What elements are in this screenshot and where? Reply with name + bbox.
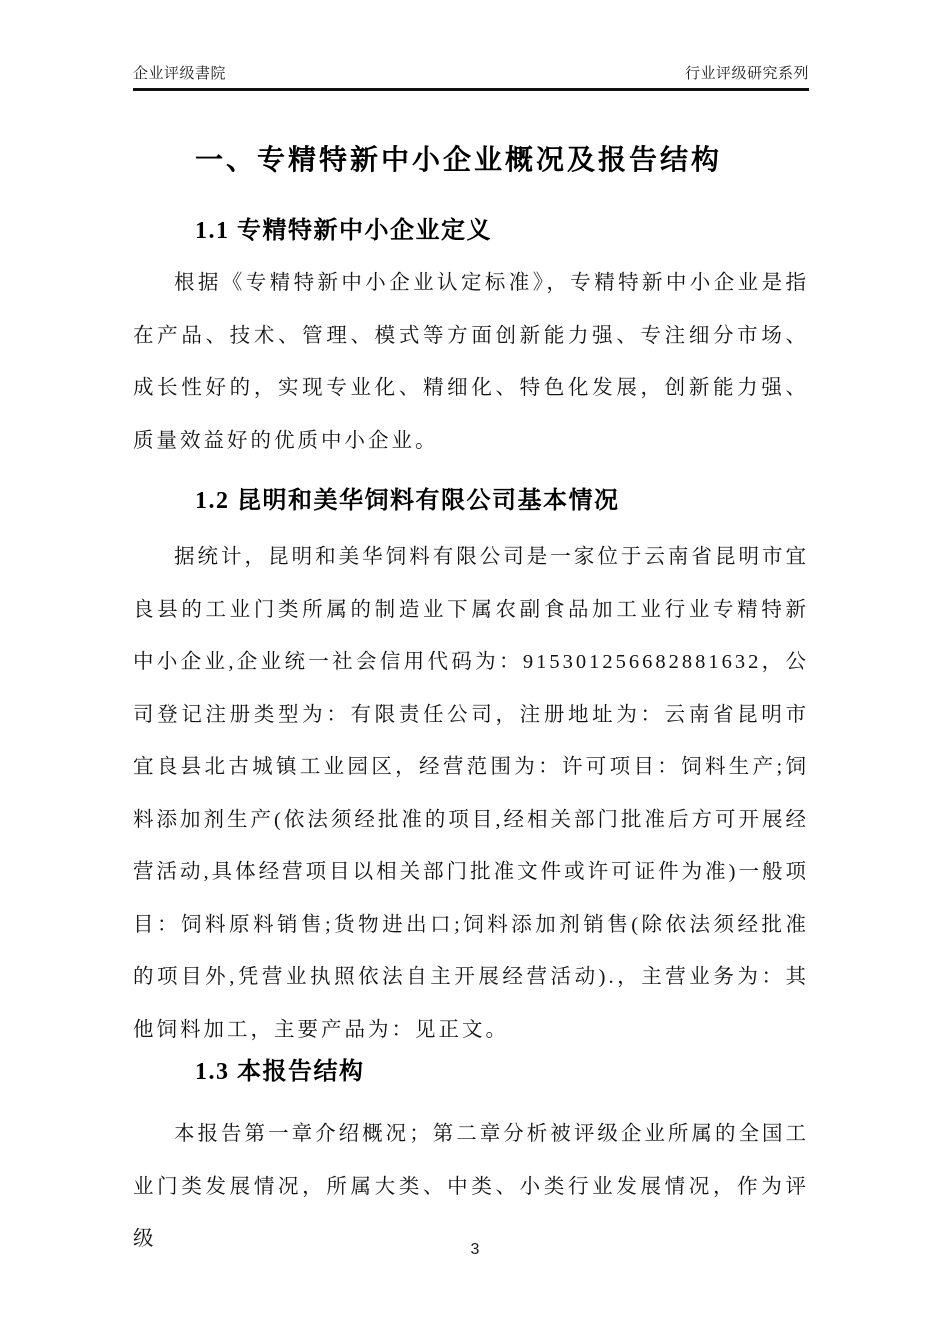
- page-number: 3: [470, 1241, 480, 1258]
- section-body-1-2: 据统计，昆明和美华饲料有限公司是一家位于云南省昆明市宜良县的工业门类所属的制造业下属农副食品加工业行业专精特新中小企业,企业统一社会信用代码为：915301256682881632，公司登记注册类型为：有限责任公司，注册地址为：云南省昆明市宜良县北古城镇工业园区，经营范围为：许可项目：饲料生产;饲料添加剂生产(依法须经批准的项目,经相关部门批准后方可开展经营活动,具体经营项目以相关部门批准文件或许可证件为准)一般项目：饲料原料销售;货物进出口;饲料添加剂销售(除依法须经批准的项目外,凭营业执照依法自主开展经营活动).，主营业务为：其他饲料加工，主要产品为：见正文。: [133, 546, 809, 1041]
- section-heading-1-1: 1.1 专精特新中小企业定义: [195, 218, 492, 244]
- header-left-label: 企业评级書院: [133, 66, 227, 82]
- page-header: [133, 62, 809, 91]
- header-right-label: 行业评级研究系列: [684, 66, 809, 82]
- chapter-title: 一、专精特新中小企业概况及报告结构: [195, 145, 723, 176]
- section-heading-1-3: 1.3 本报告结构: [195, 1059, 365, 1085]
- section-body-1-3: 本报告第一章介绍概况；第二章分析被评级企业所属的全国工业门类发展情况，所属大类、中类、小类行业发展情况，作为评级: [133, 1123, 809, 1250]
- section-body-1-1: 根据《专精特新中小企业认定标准》，专精特新中小企业是指在产品、技术、管理、模式等方面创新能力强、专注细分市场、成长性好的，实现专业化、精细化、特色化发展，创新能力强、质量效益好的优质中小企业。: [133, 272, 809, 452]
- section-heading-1-2: 1.2 昆明和美华饲料有限公司基本情况: [195, 488, 620, 514]
